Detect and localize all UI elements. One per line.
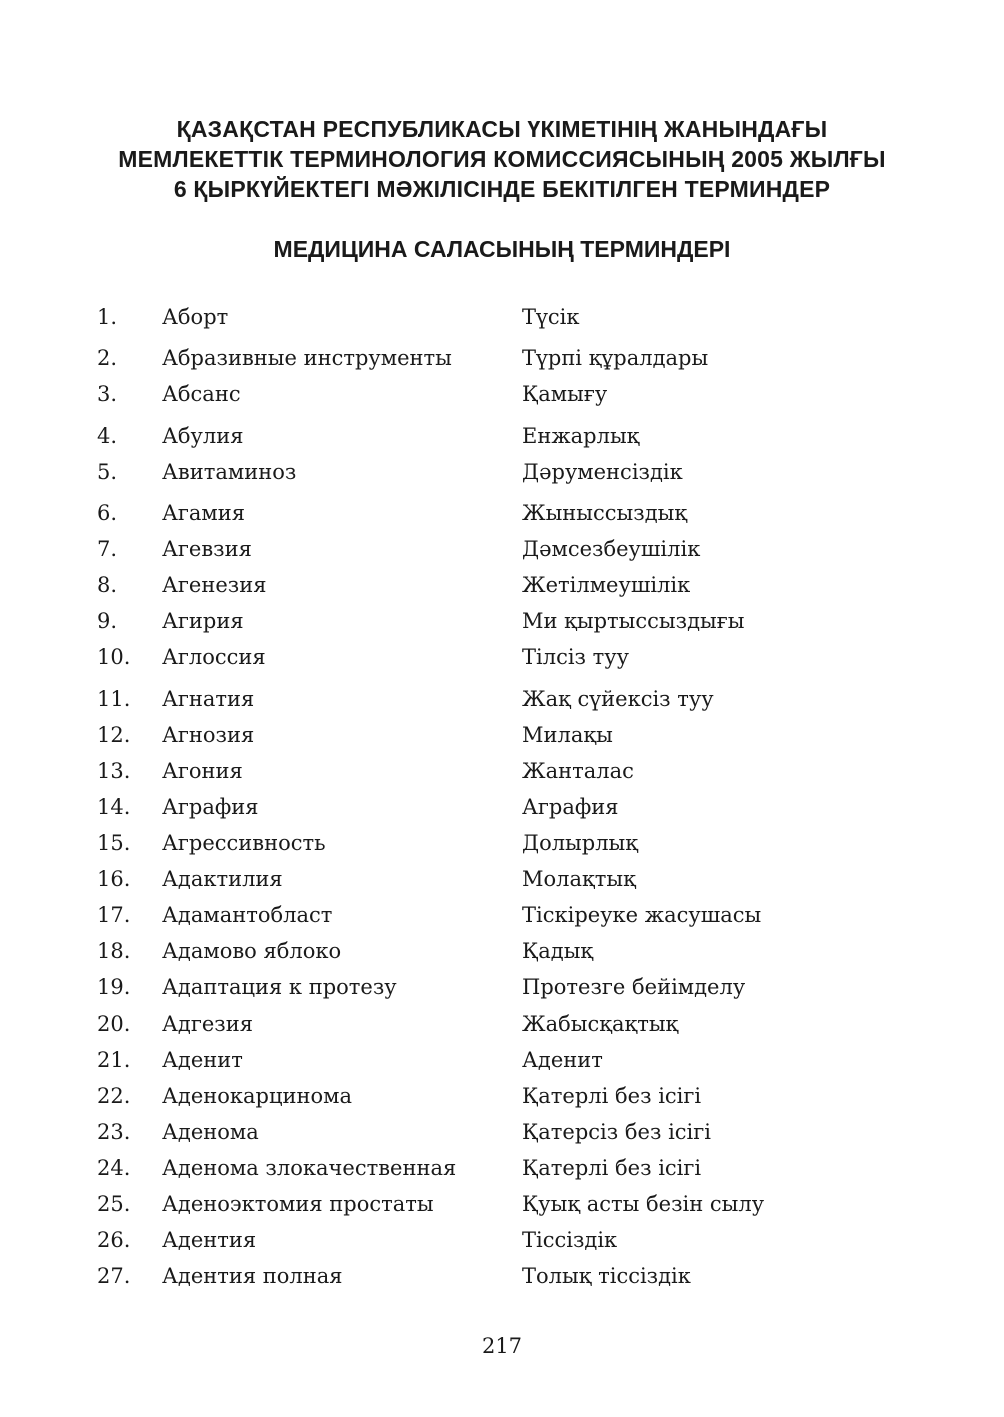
- term-russian: Аденома злокачественная: [162, 1156, 457, 1180]
- term-kazakh: Ми қыртыссыздығы: [522, 609, 745, 633]
- term-russian: Адаптация к протезу: [162, 975, 397, 999]
- term-kazakh: Қадық: [522, 939, 594, 963]
- page-number: 217: [481, 1334, 523, 1358]
- term-russian: Агенезия: [162, 573, 267, 597]
- term-kazakh: Дәмсезбеушілік: [522, 537, 701, 561]
- term-russian: Абсанс: [162, 382, 241, 406]
- term-kazakh: Тіскіреуке жасушасы: [522, 903, 762, 927]
- term-row: [0, 684, 1004, 714]
- term-number: 21.: [97, 1048, 131, 1072]
- term-row: [0, 936, 1004, 966]
- term-number: 7.: [97, 537, 118, 561]
- term-row: [0, 1261, 1004, 1291]
- term-number: 19.: [97, 975, 131, 999]
- term-kazakh: Тіссіздік: [522, 1228, 618, 1252]
- term-kazakh: Түрпі құралдары: [522, 346, 709, 370]
- term-number: 18.: [97, 939, 131, 963]
- term-number: 11.: [97, 687, 131, 711]
- term-row: [0, 1009, 1004, 1039]
- term-number: 17.: [97, 903, 131, 927]
- term-kazakh: Тілсіз туу: [522, 645, 629, 669]
- term-kazakh: Түсік: [522, 305, 580, 329]
- term-number: 24.: [97, 1156, 131, 1180]
- term-russian: Адактилия: [162, 867, 283, 891]
- term-kazakh: Жыныссыздық: [522, 501, 688, 525]
- term-row: [0, 1045, 1004, 1075]
- term-number: 1.: [97, 305, 118, 329]
- term-russian: Аденит: [162, 1048, 243, 1072]
- term-row: [0, 720, 1004, 750]
- term-number: 15.: [97, 831, 131, 855]
- term-number: 25.: [97, 1192, 131, 1216]
- term-row: [0, 642, 1004, 672]
- term-russian: Авитаминоз: [162, 460, 297, 484]
- term-kazakh: Толық тіссіздік: [522, 1264, 691, 1288]
- term-kazakh: Молақтық: [522, 867, 636, 891]
- term-russian: Аденокарцинома: [162, 1084, 352, 1108]
- term-kazakh: Қатерсіз без ісігі: [522, 1120, 711, 1144]
- term-russian: Агония: [162, 759, 243, 783]
- term-number: 13.: [97, 759, 131, 783]
- term-row: [0, 900, 1004, 930]
- term-kazakh: Аденит: [522, 1048, 603, 1072]
- term-kazakh: Жақ сүйексіз туу: [522, 687, 714, 711]
- term-kazakh: Енжарлық: [522, 424, 640, 448]
- term-number: 9.: [97, 609, 118, 633]
- term-kazakh: Долырлық: [522, 831, 638, 855]
- term-russian: Адентия: [162, 1228, 257, 1252]
- term-russian: Агирия: [162, 609, 244, 633]
- term-russian: Адентия полная: [162, 1264, 343, 1288]
- term-number: 20.: [97, 1012, 131, 1036]
- term-row: [0, 792, 1004, 822]
- term-row: [0, 972, 1004, 1002]
- term-russian: Агнатия: [162, 687, 255, 711]
- term-kazakh: Қатерлі без ісігі: [522, 1084, 702, 1108]
- heading-line-3: 6 ҚЫРКҮЙЕКТЕГІ МӘЖІЛІСІНДЕ БЕКІТІЛГЕН ТЕРМИНДЕР: [173, 176, 831, 202]
- term-number: 22.: [97, 1084, 131, 1108]
- term-russian: Агрессивность: [162, 831, 326, 855]
- term-row: [0, 498, 1004, 528]
- term-kazakh: Жанталас: [522, 759, 634, 783]
- term-row: [0, 379, 1004, 409]
- term-russian: Аденома: [162, 1120, 259, 1144]
- term-row: [0, 606, 1004, 636]
- term-russian: Абулия: [162, 424, 244, 448]
- term-kazakh: Қатерлі без ісігі: [522, 1156, 702, 1180]
- heading-line-1: ҚАЗАҚСТАН РЕСПУБЛИКАСЫ ҮКІМЕТІНІҢ ЖАНЫНДАҒЫ: [176, 116, 828, 142]
- term-row: [0, 421, 1004, 451]
- term-number: 12.: [97, 723, 131, 747]
- term-kazakh: Қуық асты безін сылу: [522, 1192, 765, 1216]
- term-kazakh: Жетілмеушілік: [522, 573, 691, 597]
- term-kazakh: Протезге бейімделу: [522, 975, 746, 999]
- term-kazakh: Дәруменсіздік: [522, 460, 683, 484]
- term-number: 16.: [97, 867, 131, 891]
- term-number: 6.: [97, 501, 118, 525]
- term-russian: Адамово яблоко: [162, 939, 342, 963]
- term-row: [0, 343, 1004, 373]
- term-row: [0, 457, 1004, 487]
- term-row: [0, 828, 1004, 858]
- term-kazakh: Аграфия: [522, 795, 619, 819]
- term-kazakh: Милақы: [522, 723, 613, 747]
- term-row: [0, 570, 1004, 600]
- term-kazakh: Қамығу: [522, 382, 608, 406]
- term-row: [0, 534, 1004, 564]
- term-number: 3.: [97, 382, 118, 406]
- term-row: [0, 302, 1004, 332]
- term-row: [0, 1153, 1004, 1183]
- term-russian: Агнозия: [162, 723, 255, 747]
- term-russian: Абразивные инструменты: [162, 346, 452, 370]
- term-row: [0, 864, 1004, 894]
- heading-line-2: МЕМЛЕКЕТТІК ТЕРМИНОЛОГИЯ КОМИССИЯСЫНЫҢ 2005 ЖЫЛҒЫ: [118, 146, 886, 172]
- term-number: 5.: [97, 460, 118, 484]
- term-russian: Агамия: [162, 501, 246, 525]
- term-row: [0, 1081, 1004, 1111]
- term-russian: Агевзия: [162, 537, 252, 561]
- term-russian: Адамантобласт: [162, 903, 333, 927]
- term-number: 8.: [97, 573, 118, 597]
- section-title: МЕДИЦИНА САЛАСЫНЫҢ ТЕРМИНДЕРІ: [273, 236, 731, 262]
- term-russian: Адгезия: [162, 1012, 253, 1036]
- term-number: 10.: [97, 645, 131, 669]
- term-number: 23.: [97, 1120, 131, 1144]
- term-row: [0, 1189, 1004, 1219]
- term-number: 27.: [97, 1264, 131, 1288]
- term-russian: Аграфия: [162, 795, 259, 819]
- term-number: 2.: [97, 346, 118, 370]
- term-number: 26.: [97, 1228, 131, 1252]
- term-row: [0, 756, 1004, 786]
- term-russian: Аглоссия: [162, 645, 266, 669]
- term-number: 4.: [97, 424, 118, 448]
- term-russian: Аборт: [162, 305, 229, 329]
- term-kazakh: Жабысқақтық: [522, 1012, 679, 1036]
- term-row: [0, 1117, 1004, 1147]
- term-russian: Аденоэктомия простаты: [162, 1192, 434, 1216]
- term-number: 14.: [97, 795, 131, 819]
- term-row: [0, 1225, 1004, 1255]
